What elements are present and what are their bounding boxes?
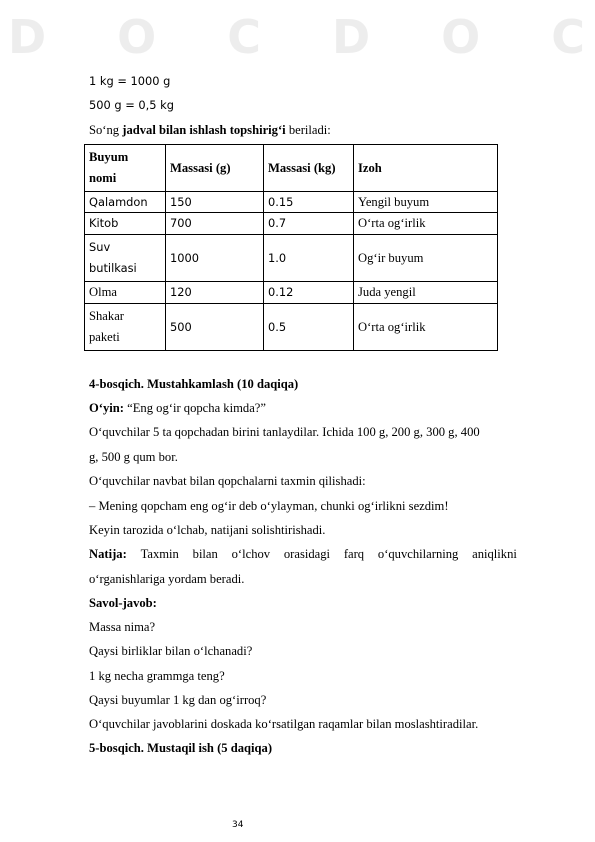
stage5-heading: 5-bosqich. Mustaqil ish (5 daqiqa) [89,741,273,755]
header-mass-g: Massasi (g) [166,145,264,192]
stage4-p4: Keyin tarozida o‘lchab, natijani solishtirishadi. [89,523,326,537]
table-row [85,304,498,351]
cell-kg: 0.7 [264,213,354,235]
qa-note: O‘quvchilar javoblarini doskada ko‘rsatilgan raqamlar bilan moslashtiradilar. [89,717,479,731]
stage4-p1a: O‘quvchilar 5 ta qopchadan birini tanlaydilar. Ichida 100 g, 200 g, 300 g, 400 [89,425,480,439]
intro-line-3 [89,122,331,138]
table-row [85,235,498,282]
cell-note: Yengil buyum [354,192,498,213]
cell-g: 150 [166,192,264,213]
stage4-p1b: g, 500 g qum bor. [89,450,178,464]
result-line [89,546,517,562]
table-header-row [85,145,498,192]
result-word: farq [343,547,365,561]
page-number: 34 [232,820,244,830]
cell-name: Shakar paketi [85,304,166,351]
cell-name: Qalamdon [85,192,166,213]
qa-heading: Savol-javob: [89,596,157,610]
cell-kg: 0.12 [264,282,354,304]
result-line-2: o‘rganishlariga yordam beradi. [89,572,245,586]
table-row [85,213,498,235]
cell-g: 1000 [166,235,264,282]
intro-post: beriladi: [285,123,331,137]
cell-note: O‘rta og‘irlik [354,213,498,235]
result-label: Natija: [89,547,127,561]
result-word: bilan [192,547,218,561]
cell-note: O‘rta og‘irlik [354,304,498,351]
cell-kg: 1.0 [264,235,354,282]
qa-question-2: Qaysi birliklar bilan o‘lchanadi? [89,644,253,658]
intro-bold: jadval bilan ishlash topshirig‘i [122,123,286,137]
qa-question-1: Massa nima? [89,620,156,634]
watermark: D O C D O C [8,10,587,64]
qa-question-3: 1 kg necha grammga teng? [89,669,225,683]
game-line [89,400,266,416]
stage4-heading: 4-bosqich. Mustahkamlash (10 daqiqa) [89,377,299,391]
intro-line-1: 1 kg = 1000 g [89,74,171,88]
header-mass-kg: Massasi (kg) [264,145,354,192]
table-row [85,282,498,304]
cell-name: Kitob [85,213,166,235]
cell-name: Olma [85,282,166,304]
cell-g: 700 [166,213,264,235]
result-word: orasidagi [283,547,331,561]
result-word: aniqlikni [472,547,517,561]
weights-table [84,144,498,351]
header-item-name: Buyum nomi [85,145,166,192]
result-word: o‘quvchilarning [377,547,459,561]
cell-kg: 0.5 [264,304,354,351]
result-word: o‘lchov [231,547,271,561]
game-label: O‘yin: [89,401,124,415]
cell-note: Juda yengil [354,282,498,304]
intro-pre: So‘ng [89,123,123,137]
qa-question-4: Qaysi buyumlar 1 kg dan og‘irroq? [89,693,267,707]
cell-g: 120 [166,282,264,304]
cell-note: Og‘ir buyum [354,235,498,282]
result-word: Taxmin [140,547,179,561]
cell-name: Suv butilkasi [85,235,166,282]
cell-g: 500 [166,304,264,351]
intro-line-2: 500 g = 0,5 kg [89,98,174,112]
stage4-p3: – Mening qopcham eng og‘ir deb o‘ylayman, chunki og‘irlikni sezdim! [89,499,449,513]
cell-kg: 0.15 [264,192,354,213]
header-note: Izoh [354,145,498,192]
game-text: “Eng og‘ir qopcha kimda?” [123,401,266,415]
table-row [85,192,498,213]
stage4-p2: O‘quvchilar navbat bilan qopchalarni taxmin qilishadi: [89,474,366,488]
